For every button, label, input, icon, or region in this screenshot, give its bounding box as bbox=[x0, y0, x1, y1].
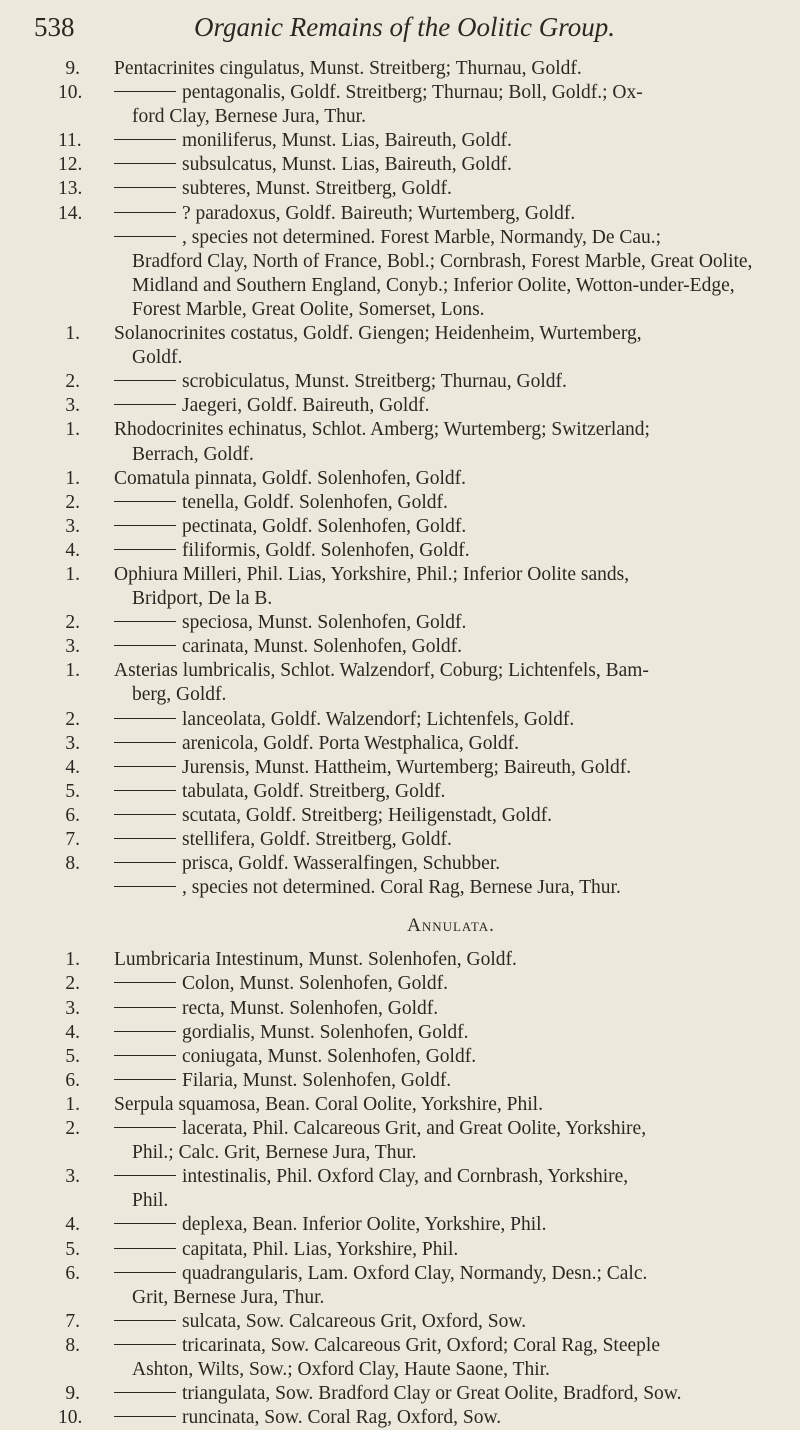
species-entry bbox=[58, 226, 788, 322]
species-entry bbox=[58, 1093, 788, 1117]
species-entry bbox=[58, 177, 788, 201]
species-entry bbox=[58, 732, 788, 756]
entry-text: Ophiura Milleri, Phil. Lias, Yorkshire, Phil.; Inferior Oolite sands, bbox=[114, 563, 630, 585]
ditto-rule bbox=[114, 742, 176, 743]
entry-text: ? paradoxus, Goldf. Baireuth; Wurtemberg, Goldf. bbox=[182, 202, 576, 224]
entry-text: Solanocrinites costatus, Goldf. Giengen; Heidenheim, Wurtemberg, bbox=[114, 323, 642, 345]
ditto-rule bbox=[114, 139, 176, 140]
entry-number: 2. bbox=[65, 612, 80, 634]
entry-number: 1. bbox=[65, 467, 80, 489]
entry-text: lanceolata, Goldf. Walzendorf; Lichtenfels, Goldf. bbox=[182, 708, 575, 730]
entry-number: 1. bbox=[65, 949, 80, 971]
entry-number: 7. bbox=[65, 1310, 80, 1332]
entry-continuation: Goldf. bbox=[132, 347, 183, 369]
species-entry bbox=[58, 515, 788, 539]
entry-number: 1. bbox=[65, 323, 80, 345]
species-entry bbox=[58, 1021, 788, 1045]
entry-text: pectinata, Goldf. Solenhofen, Goldf. bbox=[182, 515, 467, 537]
entry-text: lacerata, Phil. Calcareous Grit, and Great Oolite, Yorkshire, bbox=[182, 1118, 647, 1140]
entry-text: capitata, Phil. Lias, Yorkshire, Phil. bbox=[182, 1238, 459, 1260]
ditto-rule bbox=[114, 862, 176, 863]
species-entry bbox=[58, 370, 788, 394]
species-entry bbox=[58, 394, 788, 418]
entry-text: gordialis, Munst. Solenhofen, Goldf. bbox=[182, 1021, 469, 1043]
ditto-rule bbox=[114, 1175, 176, 1176]
entry-text: filiformis, Goldf. Solenhofen, Goldf. bbox=[182, 539, 470, 561]
entry-text: tabulata, Goldf. Streitberg, Goldf. bbox=[182, 780, 446, 802]
species-list-annulata bbox=[58, 948, 788, 1430]
entry-text: quadrangularis, Lam. Oxford Clay, Normandy, Desn.; Calc. bbox=[182, 1262, 648, 1284]
entry-text: Jaegeri, Goldf. Baireuth, Goldf. bbox=[182, 395, 430, 417]
entry-text: Serpula squamosa, Bean. Coral Oolite, Yorkshire, Phil. bbox=[114, 1093, 543, 1115]
entry-text: scutata, Goldf. Streitberg; Heiligenstadt, Goldf. bbox=[182, 804, 553, 826]
entry-number: 1. bbox=[65, 660, 80, 682]
entry-text: Asterias lumbricalis, Schlot. Walzendorf, Coburg; Lichtenfels, Bam- bbox=[114, 660, 649, 682]
entry-number: 3. bbox=[65, 636, 80, 658]
species-entry bbox=[58, 659, 788, 707]
species-entry bbox=[58, 1382, 788, 1406]
entry-text: Filaria, Munst. Solenhofen, Goldf. bbox=[182, 1069, 452, 1091]
ditto-rule bbox=[114, 645, 176, 646]
ditto-rule bbox=[114, 790, 176, 791]
entry-number: 6. bbox=[65, 1069, 80, 1091]
entry-continuation: ford Clay, Bernese Jura, Thur. bbox=[132, 106, 366, 128]
entry-number: 4. bbox=[65, 756, 80, 778]
ditto-rule bbox=[114, 525, 176, 526]
entry-text: Pentacrinites cingulatus, Munst. Streitberg; Thurnau, Goldf. bbox=[114, 58, 582, 79]
entry-number: 10. bbox=[58, 1407, 83, 1429]
entry-number: 2. bbox=[65, 491, 80, 513]
ditto-rule bbox=[114, 982, 176, 983]
ditto-rule bbox=[114, 163, 176, 164]
entry-number: 13. bbox=[58, 178, 83, 200]
entry-continuation: berg, Goldf. bbox=[132, 684, 227, 706]
entry-text: arenicola, Goldf. Porta Westphalica, Goldf. bbox=[182, 732, 520, 754]
species-entry bbox=[58, 852, 788, 876]
entry-text: subsulcatus, Munst. Lias, Baireuth, Goldf. bbox=[182, 154, 512, 176]
ditto-rule bbox=[114, 718, 176, 719]
page-number: 538 bbox=[34, 12, 75, 42]
species-entry bbox=[58, 322, 788, 370]
entry-text: runcinata, Sow. Coral Rag, Oxford, Sow. bbox=[182, 1407, 502, 1429]
species-list-echinodermata bbox=[58, 57, 788, 900]
species-entry bbox=[58, 1238, 788, 1262]
entry-number: 1. bbox=[65, 1093, 80, 1115]
entry-text: , species not determined. Coral Rag, Bernese Jura, Thur. bbox=[182, 877, 621, 899]
species-entry bbox=[58, 1406, 788, 1430]
entry-text: carinata, Munst. Solenhofen, Goldf. bbox=[182, 636, 462, 658]
species-entry bbox=[58, 1213, 788, 1237]
entry-number: 8. bbox=[65, 853, 80, 875]
entry-text: , species not determined. Forest Marble, Normandy, De Cau.; bbox=[182, 226, 662, 248]
page-body bbox=[58, 57, 788, 1430]
species-entry bbox=[58, 804, 788, 828]
ditto-rule bbox=[114, 1248, 176, 1249]
entry-number: 2. bbox=[65, 371, 80, 393]
entry-continuation: Bradford Clay, North of France, Bobl.; Cornbrash, Forest Marble, Great Oolite, Midland and Southern England, Conyb.; Inferior Oolite, Wotton-under-Edge, Forest Marble, Great Oolite, Somerset, Lons. bbox=[132, 250, 753, 320]
entry-number: 1. bbox=[65, 563, 80, 585]
ditto-rule bbox=[114, 1031, 176, 1032]
entry-text: Colon, Munst. Solenhofen, Goldf. bbox=[182, 973, 448, 995]
ditto-rule bbox=[114, 621, 176, 622]
entry-text: tricarinata, Sow. Calcareous Grit, Oxford; Coral Rag, Steeple bbox=[182, 1334, 660, 1356]
species-entry bbox=[58, 539, 788, 563]
entry-text: speciosa, Munst. Solenhofen, Goldf. bbox=[182, 612, 467, 634]
ditto-rule bbox=[114, 838, 176, 839]
ditto-rule bbox=[114, 236, 176, 237]
species-entry bbox=[58, 972, 788, 996]
ditto-rule bbox=[114, 549, 176, 550]
species-entry bbox=[58, 418, 788, 466]
ditto-rule bbox=[114, 187, 176, 188]
ditto-rule bbox=[114, 1007, 176, 1008]
species-entry bbox=[58, 1334, 788, 1382]
entry-number: 7. bbox=[65, 829, 80, 850]
entry-text: Lumbricaria Intestinum, Munst. Solenhofen, Goldf. bbox=[114, 949, 517, 971]
entry-number: 14. bbox=[58, 202, 83, 224]
entry-text: recta, Munst. Solenhofen, Goldf. bbox=[182, 997, 439, 1019]
species-entry bbox=[58, 948, 788, 972]
page-header bbox=[34, 12, 776, 42]
species-entry bbox=[58, 1045, 788, 1069]
entry-text: stellifera, Goldf. Streitberg, Goldf. bbox=[182, 829, 452, 850]
ditto-rule bbox=[114, 380, 176, 381]
entry-number: 12. bbox=[58, 154, 83, 176]
species-entry bbox=[58, 563, 788, 611]
species-entry bbox=[58, 57, 788, 81]
species-entry bbox=[58, 491, 788, 515]
ditto-rule bbox=[114, 1079, 176, 1080]
ditto-rule bbox=[114, 766, 176, 767]
entry-text: subteres, Munst. Streitberg, Goldf. bbox=[182, 178, 452, 200]
entry-continuation: Grit, Bernese Jura, Thur. bbox=[132, 1286, 325, 1308]
entry-text: prisca, Goldf. Wasseralfingen, Schubber. bbox=[182, 853, 501, 875]
species-entry bbox=[58, 1165, 788, 1213]
entry-number: 10. bbox=[58, 82, 83, 104]
entry-text: pentagonalis, Goldf. Streitberg; Thurnau; Boll, Goldf.; Ox- bbox=[182, 82, 643, 104]
section-heading: Annulata. bbox=[407, 915, 495, 937]
entry-text: Rhodocrinites echinatus, Schlot. Amberg; Wurtemberg; Switzerland; bbox=[114, 419, 650, 441]
ditto-rule bbox=[114, 404, 176, 405]
entry-number: 9. bbox=[65, 58, 80, 79]
species-entry bbox=[58, 1310, 788, 1334]
species-entry bbox=[58, 129, 788, 153]
species-entry bbox=[58, 467, 788, 491]
entry-text: tenella, Goldf. Solenhofen, Goldf. bbox=[182, 491, 448, 513]
entry-text: scrobiculatus, Munst. Streitberg; Thurnau, Goldf. bbox=[182, 371, 567, 393]
entry-number: 2. bbox=[65, 973, 80, 995]
entry-number: 3. bbox=[65, 515, 80, 537]
ditto-rule bbox=[114, 1320, 176, 1321]
ditto-rule bbox=[114, 1223, 176, 1224]
entry-text: moniliferus, Munst. Lias, Baireuth, Goldf. bbox=[182, 130, 512, 152]
species-entry bbox=[58, 1069, 788, 1093]
entry-number: 2. bbox=[65, 708, 80, 730]
running-title: Organic Remains of the Oolitic Group. bbox=[194, 12, 615, 42]
species-entry bbox=[58, 1262, 788, 1310]
entry-continuation: Berrach, Goldf. bbox=[132, 443, 254, 465]
entry-number: 5. bbox=[65, 780, 80, 802]
ditto-rule bbox=[114, 212, 176, 213]
ditto-rule bbox=[114, 1416, 176, 1417]
entry-number: 3. bbox=[65, 997, 80, 1019]
entry-number: 1. bbox=[65, 419, 80, 441]
entry-continuation: Bridport, De la B. bbox=[132, 588, 273, 610]
species-entry bbox=[58, 997, 788, 1021]
entry-continuation: Phil.; Calc. Grit, Bernese Jura, Thur. bbox=[132, 1142, 417, 1164]
entry-number: 5. bbox=[65, 1238, 80, 1260]
ditto-rule bbox=[114, 1127, 176, 1128]
ditto-rule bbox=[114, 501, 176, 502]
species-entry bbox=[58, 828, 788, 852]
entry-number: 3. bbox=[65, 732, 80, 754]
ditto-rule bbox=[114, 814, 176, 815]
species-entry bbox=[58, 611, 788, 635]
entry-number: 11. bbox=[58, 130, 82, 152]
entry-number: 4. bbox=[65, 539, 80, 561]
ditto-rule bbox=[114, 1344, 176, 1345]
species-entry bbox=[58, 153, 788, 177]
ditto-rule bbox=[114, 1392, 176, 1393]
species-entry bbox=[58, 780, 788, 804]
ditto-rule bbox=[114, 1272, 176, 1273]
entry-text: deplexa, Bean. Inferior Oolite, Yorkshire, Phil. bbox=[182, 1214, 547, 1236]
species-entry bbox=[58, 876, 788, 900]
entry-number: 6. bbox=[65, 804, 80, 826]
entry-text: Comatula pinnata, Goldf. Solenhofen, Goldf. bbox=[114, 467, 467, 489]
ditto-rule bbox=[114, 91, 176, 92]
entry-continuation: Ashton, Wilts, Sow.; Oxford Clay, Haute Saone, Thir. bbox=[132, 1358, 550, 1380]
species-entry bbox=[58, 635, 788, 659]
entry-number: 6. bbox=[65, 1262, 80, 1284]
entry-number: 2. bbox=[65, 1118, 80, 1140]
entry-number: 5. bbox=[65, 1045, 80, 1067]
entry-number: 9. bbox=[65, 1383, 80, 1405]
entry-number: 4. bbox=[65, 1021, 80, 1043]
species-entry bbox=[58, 708, 788, 732]
species-entry bbox=[58, 81, 788, 129]
species-entry bbox=[58, 202, 788, 226]
entry-number: 3. bbox=[65, 1166, 80, 1188]
ditto-rule bbox=[114, 1055, 176, 1056]
species-entry bbox=[58, 756, 788, 780]
species-entry bbox=[58, 1117, 788, 1165]
entry-number: 3. bbox=[65, 395, 80, 417]
entry-text: sulcata, Sow. Calcareous Grit, Oxford, Sow. bbox=[182, 1310, 527, 1332]
ditto-rule bbox=[114, 886, 176, 887]
entry-text: intestinalis, Phil. Oxford Clay, and Cornbrash, Yorkshire, bbox=[182, 1166, 629, 1188]
entry-text: coniugata, Munst. Solenhofen, Goldf. bbox=[182, 1045, 477, 1067]
entry-text: Jurensis, Munst. Hattheim, Wurtemberg; Baireuth, Goldf. bbox=[182, 756, 632, 778]
entry-number: 4. bbox=[65, 1214, 80, 1236]
entry-continuation: Phil. bbox=[132, 1190, 169, 1212]
entry-number: 8. bbox=[65, 1334, 80, 1356]
entry-text: triangulata, Sow. Bradford Clay or Great Oolite, Bradford, Sow. bbox=[182, 1383, 682, 1405]
